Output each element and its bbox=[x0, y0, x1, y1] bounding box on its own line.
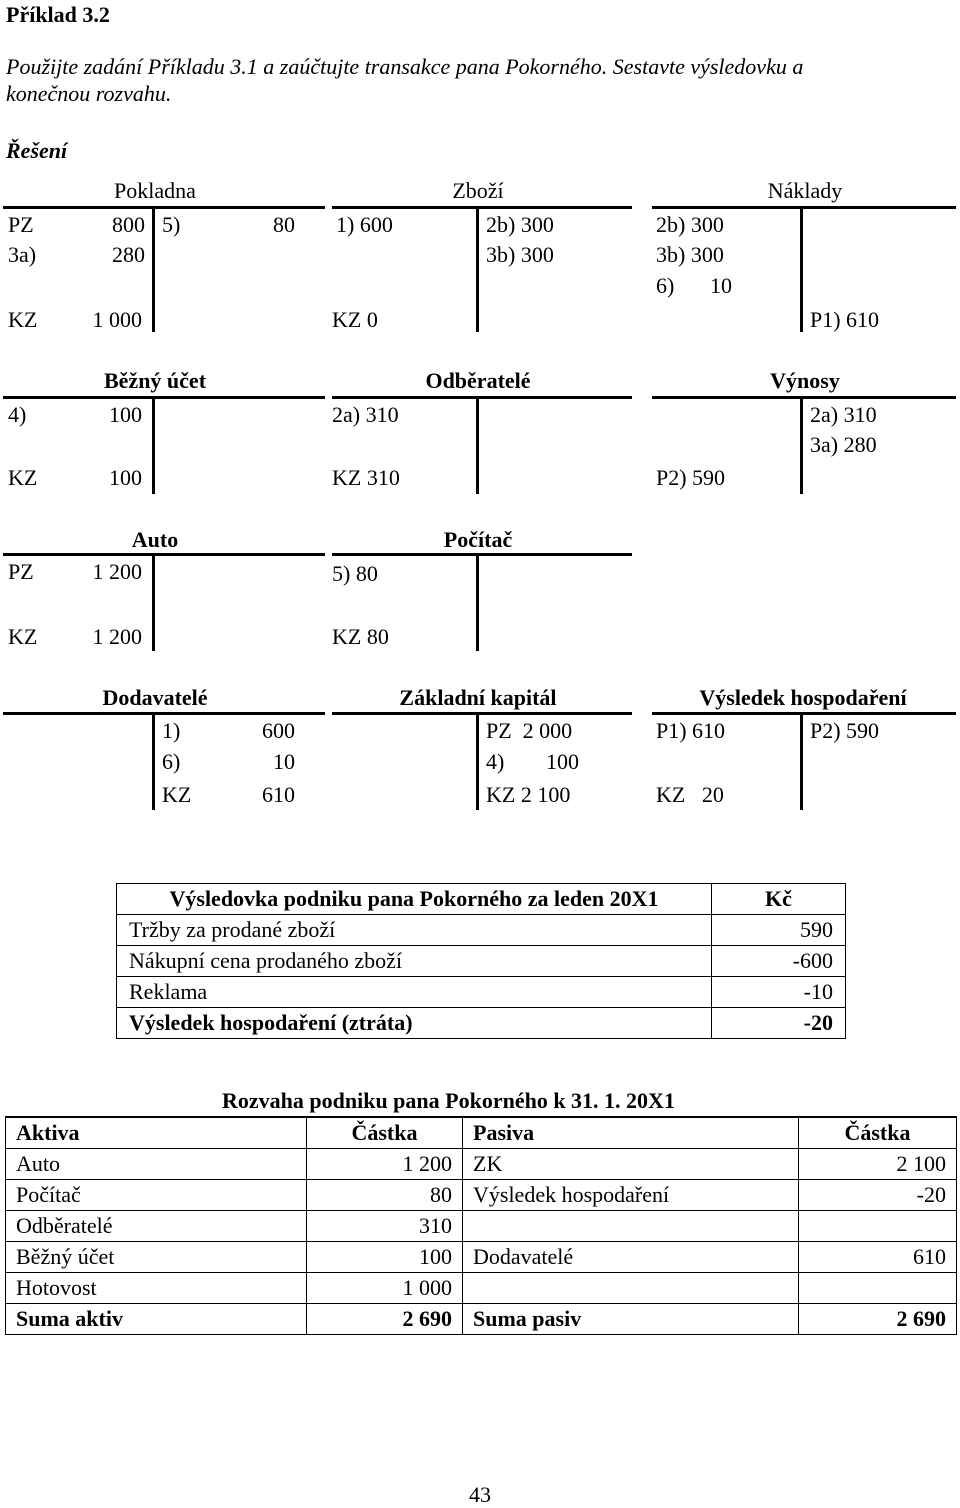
account-title: Pokladna bbox=[114, 178, 196, 203]
entry: 3b) 300 bbox=[486, 242, 554, 267]
row-value: -20 bbox=[712, 1008, 846, 1039]
entry: 10 bbox=[710, 273, 732, 298]
table-row bbox=[117, 915, 846, 946]
closing-balance: KZ 80 bbox=[332, 624, 389, 649]
account-title: Základní kapitál bbox=[399, 685, 557, 710]
entry: PZ 2 000 bbox=[486, 718, 573, 743]
table-row bbox=[6, 1149, 957, 1180]
t-line-horizontal bbox=[652, 396, 956, 399]
cell bbox=[463, 1273, 799, 1304]
currency-header: Kč bbox=[712, 884, 846, 915]
entry: 1) bbox=[162, 718, 181, 743]
table-header-row bbox=[117, 884, 846, 915]
table-row bbox=[6, 1273, 957, 1304]
cell: 2 690 bbox=[307, 1304, 463, 1335]
entry: 4) bbox=[8, 402, 27, 427]
t-line-horizontal bbox=[3, 712, 325, 715]
t-line-vertical bbox=[152, 398, 155, 494]
col-header-pasiva: Pasiva bbox=[463, 1117, 799, 1149]
closing-balance: P1) 610 bbox=[810, 307, 880, 332]
t-line-horizontal bbox=[3, 396, 325, 399]
table-row bbox=[117, 946, 846, 977]
entry: 1) 600 bbox=[336, 212, 393, 237]
entry: 3b) 300 bbox=[656, 242, 724, 267]
entry: 280 bbox=[112, 242, 145, 267]
entry: 3a) 280 bbox=[810, 432, 877, 457]
table-header-row bbox=[6, 1117, 957, 1149]
row-value: 590 bbox=[712, 915, 846, 946]
closing-balance: 1 000 bbox=[92, 307, 142, 332]
row-value: -600 bbox=[712, 946, 846, 977]
closing-balance: KZ bbox=[8, 465, 38, 490]
entry: 10 bbox=[273, 749, 295, 774]
balance-sheet-table bbox=[5, 1116, 957, 1335]
cell: 100 bbox=[307, 1242, 463, 1273]
page-number: 43 bbox=[469, 1482, 491, 1507]
entry: P2) 590 bbox=[810, 718, 880, 743]
t-line-horizontal bbox=[652, 712, 956, 715]
t-line-vertical bbox=[152, 714, 155, 810]
t-line-vertical bbox=[152, 555, 155, 651]
cell bbox=[799, 1211, 957, 1242]
table-row bbox=[6, 1180, 957, 1211]
t-line-horizontal bbox=[332, 712, 632, 715]
closing-balance: KZ 0 bbox=[332, 307, 378, 332]
solution-heading: Řešení bbox=[6, 138, 68, 163]
cell: Odběratelé bbox=[6, 1211, 307, 1242]
entry: 600 bbox=[262, 718, 295, 743]
cell: 310 bbox=[307, 1211, 463, 1242]
table-row bbox=[6, 1242, 957, 1273]
col-header-aktiva: Aktiva bbox=[6, 1117, 307, 1149]
entry: PZ bbox=[8, 212, 34, 237]
entry: 100 bbox=[109, 402, 142, 427]
t-line-horizontal bbox=[3, 206, 325, 209]
t-line-vertical bbox=[476, 398, 479, 494]
cell bbox=[463, 1211, 799, 1242]
example-title: Příklad 3.2 bbox=[6, 2, 110, 27]
task-line-2: konečnou rozvahu. bbox=[6, 81, 172, 106]
cell: -20 bbox=[799, 1180, 957, 1211]
table-row-total bbox=[6, 1304, 957, 1335]
cell: Dodavatelé bbox=[463, 1242, 799, 1273]
t-line-vertical bbox=[800, 208, 803, 332]
table-row-total bbox=[117, 1008, 846, 1039]
t-line-horizontal bbox=[332, 396, 632, 399]
cell: Běžný účet bbox=[6, 1242, 307, 1273]
t-line-vertical bbox=[476, 714, 479, 810]
closing-balance: 100 bbox=[109, 465, 142, 490]
cell: Auto bbox=[6, 1149, 307, 1180]
entry: 2a) 310 bbox=[332, 402, 399, 427]
cell: Suma aktiv bbox=[6, 1304, 307, 1335]
closing-balance: P2) 590 bbox=[656, 465, 726, 490]
cell bbox=[799, 1273, 957, 1304]
account-title: Dodavatelé bbox=[102, 685, 208, 710]
closing-balance: KZ bbox=[8, 307, 38, 332]
row-label: Reklama bbox=[117, 977, 712, 1008]
account-title: Výnosy bbox=[770, 368, 840, 393]
account-title: Běžný účet bbox=[103, 368, 207, 393]
entry: 3a) bbox=[8, 242, 37, 267]
t-line-vertical bbox=[800, 714, 803, 810]
cell: Výsledek hospodaření bbox=[463, 1180, 799, 1211]
entry: 1 200 bbox=[92, 559, 142, 584]
cell: ZK bbox=[463, 1149, 799, 1180]
closing-balance: KZ 20 bbox=[656, 782, 724, 807]
account-title: Auto bbox=[131, 527, 179, 552]
table-row bbox=[117, 977, 846, 1008]
entry: 2b) 300 bbox=[486, 212, 554, 237]
cell: 2 100 bbox=[799, 1149, 957, 1180]
t-line-horizontal bbox=[332, 206, 632, 209]
balance-sheet-title: Rozvaha podniku pana Pokorného k 31. 1. 20X1 bbox=[222, 1088, 675, 1113]
cell: 1 000 bbox=[307, 1273, 463, 1304]
entry: 100 bbox=[546, 749, 579, 774]
entry: PZ bbox=[8, 559, 34, 584]
closing-balance: KZ bbox=[8, 624, 38, 649]
cell: Hotovost bbox=[6, 1273, 307, 1304]
t-line-horizontal bbox=[3, 553, 325, 556]
entry: 6) bbox=[656, 273, 675, 298]
cell: 1 200 bbox=[307, 1149, 463, 1180]
t-line-horizontal bbox=[652, 206, 956, 209]
cell: Suma pasiv bbox=[463, 1304, 799, 1335]
entry: 5) 80 bbox=[332, 561, 378, 586]
closing-balance: KZ 2 100 bbox=[486, 782, 571, 807]
t-line-horizontal bbox=[332, 553, 632, 556]
col-header-castka: Částka bbox=[307, 1117, 463, 1149]
closing-balance: 1 200 bbox=[92, 624, 142, 649]
t-line-vertical bbox=[152, 208, 155, 332]
row-value: -10 bbox=[712, 977, 846, 1008]
income-statement-header: Výsledovka podniku pana Pokorného za leden 20X1 bbox=[117, 884, 712, 915]
closing-balance: 610 bbox=[262, 782, 295, 807]
account-title: Odběratelé bbox=[425, 368, 531, 393]
cell: 610 bbox=[799, 1242, 957, 1273]
task-line-1: Použijte zadání Příkladu 3.1 a zaúčtujte transakce pana Pokorného. Sestavte výsledovku a bbox=[6, 54, 804, 79]
account-title: Výsledek hospodaření bbox=[699, 685, 907, 710]
cell: 80 bbox=[307, 1180, 463, 1211]
entry: 2a) 310 bbox=[810, 402, 877, 427]
income-statement-table bbox=[116, 883, 846, 1039]
closing-balance: KZ 310 bbox=[332, 465, 400, 490]
entry: 5) bbox=[162, 212, 181, 237]
entry: 4) bbox=[486, 749, 505, 774]
account-title: Zboží bbox=[452, 178, 504, 203]
entry: 800 bbox=[112, 212, 145, 237]
entry: 6) bbox=[162, 749, 181, 774]
cell: Počítač bbox=[6, 1180, 307, 1211]
closing-balance: KZ bbox=[162, 782, 192, 807]
row-label: Tržby za prodané zboží bbox=[117, 915, 712, 946]
t-line-vertical bbox=[476, 555, 479, 651]
row-label: Nákupní cena prodaného zboží bbox=[117, 946, 712, 977]
col-header-castka: Částka bbox=[799, 1117, 957, 1149]
row-label: Výsledek hospodaření (ztráta) bbox=[117, 1008, 712, 1039]
t-line-vertical bbox=[476, 208, 479, 332]
account-title: Náklady bbox=[767, 178, 843, 203]
table-row bbox=[6, 1211, 957, 1242]
t-line-vertical bbox=[800, 398, 803, 494]
entry: 2b) 300 bbox=[656, 212, 724, 237]
cell: 2 690 bbox=[799, 1304, 957, 1335]
account-title: Počítač bbox=[443, 527, 513, 552]
entry: 80 bbox=[273, 212, 295, 237]
entry: P1) 610 bbox=[656, 718, 726, 743]
